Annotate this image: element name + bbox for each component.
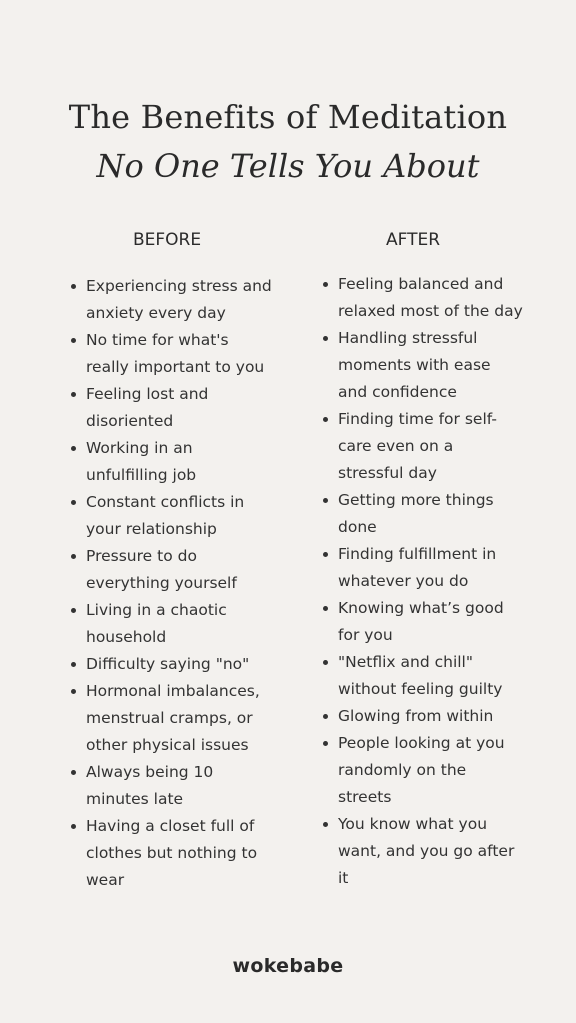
before-item: Working in an unfulfilling job [86,435,276,489]
after-list [338,271,523,892]
before-list [86,273,276,894]
before-item: Constant conflicts in your relationship [86,489,276,543]
after-item: Finding time for self-care even on a stressful day [338,406,523,487]
before-item: Experiencing stress and anxiety every day [86,273,276,327]
after-heading: AFTER [385,230,441,250]
after-item: Feeling balanced and relaxed most of the day [338,271,523,325]
after-item: You know what you want, and you go after it [338,811,523,892]
page-title: The Benefits of Meditation [68,98,508,136]
before-item: Feeling lost and disoriented [86,381,276,435]
page-subtitle: No One Tells You About [96,147,480,185]
after-item: Knowing what’s good for you [338,595,523,649]
before-heading: BEFORE [132,230,202,250]
after-item: Getting more things done [338,487,523,541]
brand-logo: wokebabe [232,955,344,977]
after-item: Handling stressful moments with ease and confidence [338,325,523,406]
before-item: Always being 10 minutes late [86,759,276,813]
before-item: Difficulty saying "no" [86,651,276,678]
after-item: Glowing from within [338,703,523,730]
after-item: People looking at you randomly on the streets [338,730,523,811]
before-item: Having a closet full of clothes but nothing to wear [86,813,276,894]
after-item: Finding fulfillment in whatever you do [338,541,523,595]
after-item: "Netflix and chill" without feeling guilty [338,649,523,703]
before-item: Pressure to do everything yourself [86,543,276,597]
before-item: No time for what's really important to you [86,327,276,381]
before-item: Living in a chaotic household [86,597,276,651]
before-item: Hormonal imbalances, menstrual cramps, or other physical issues [86,678,276,759]
